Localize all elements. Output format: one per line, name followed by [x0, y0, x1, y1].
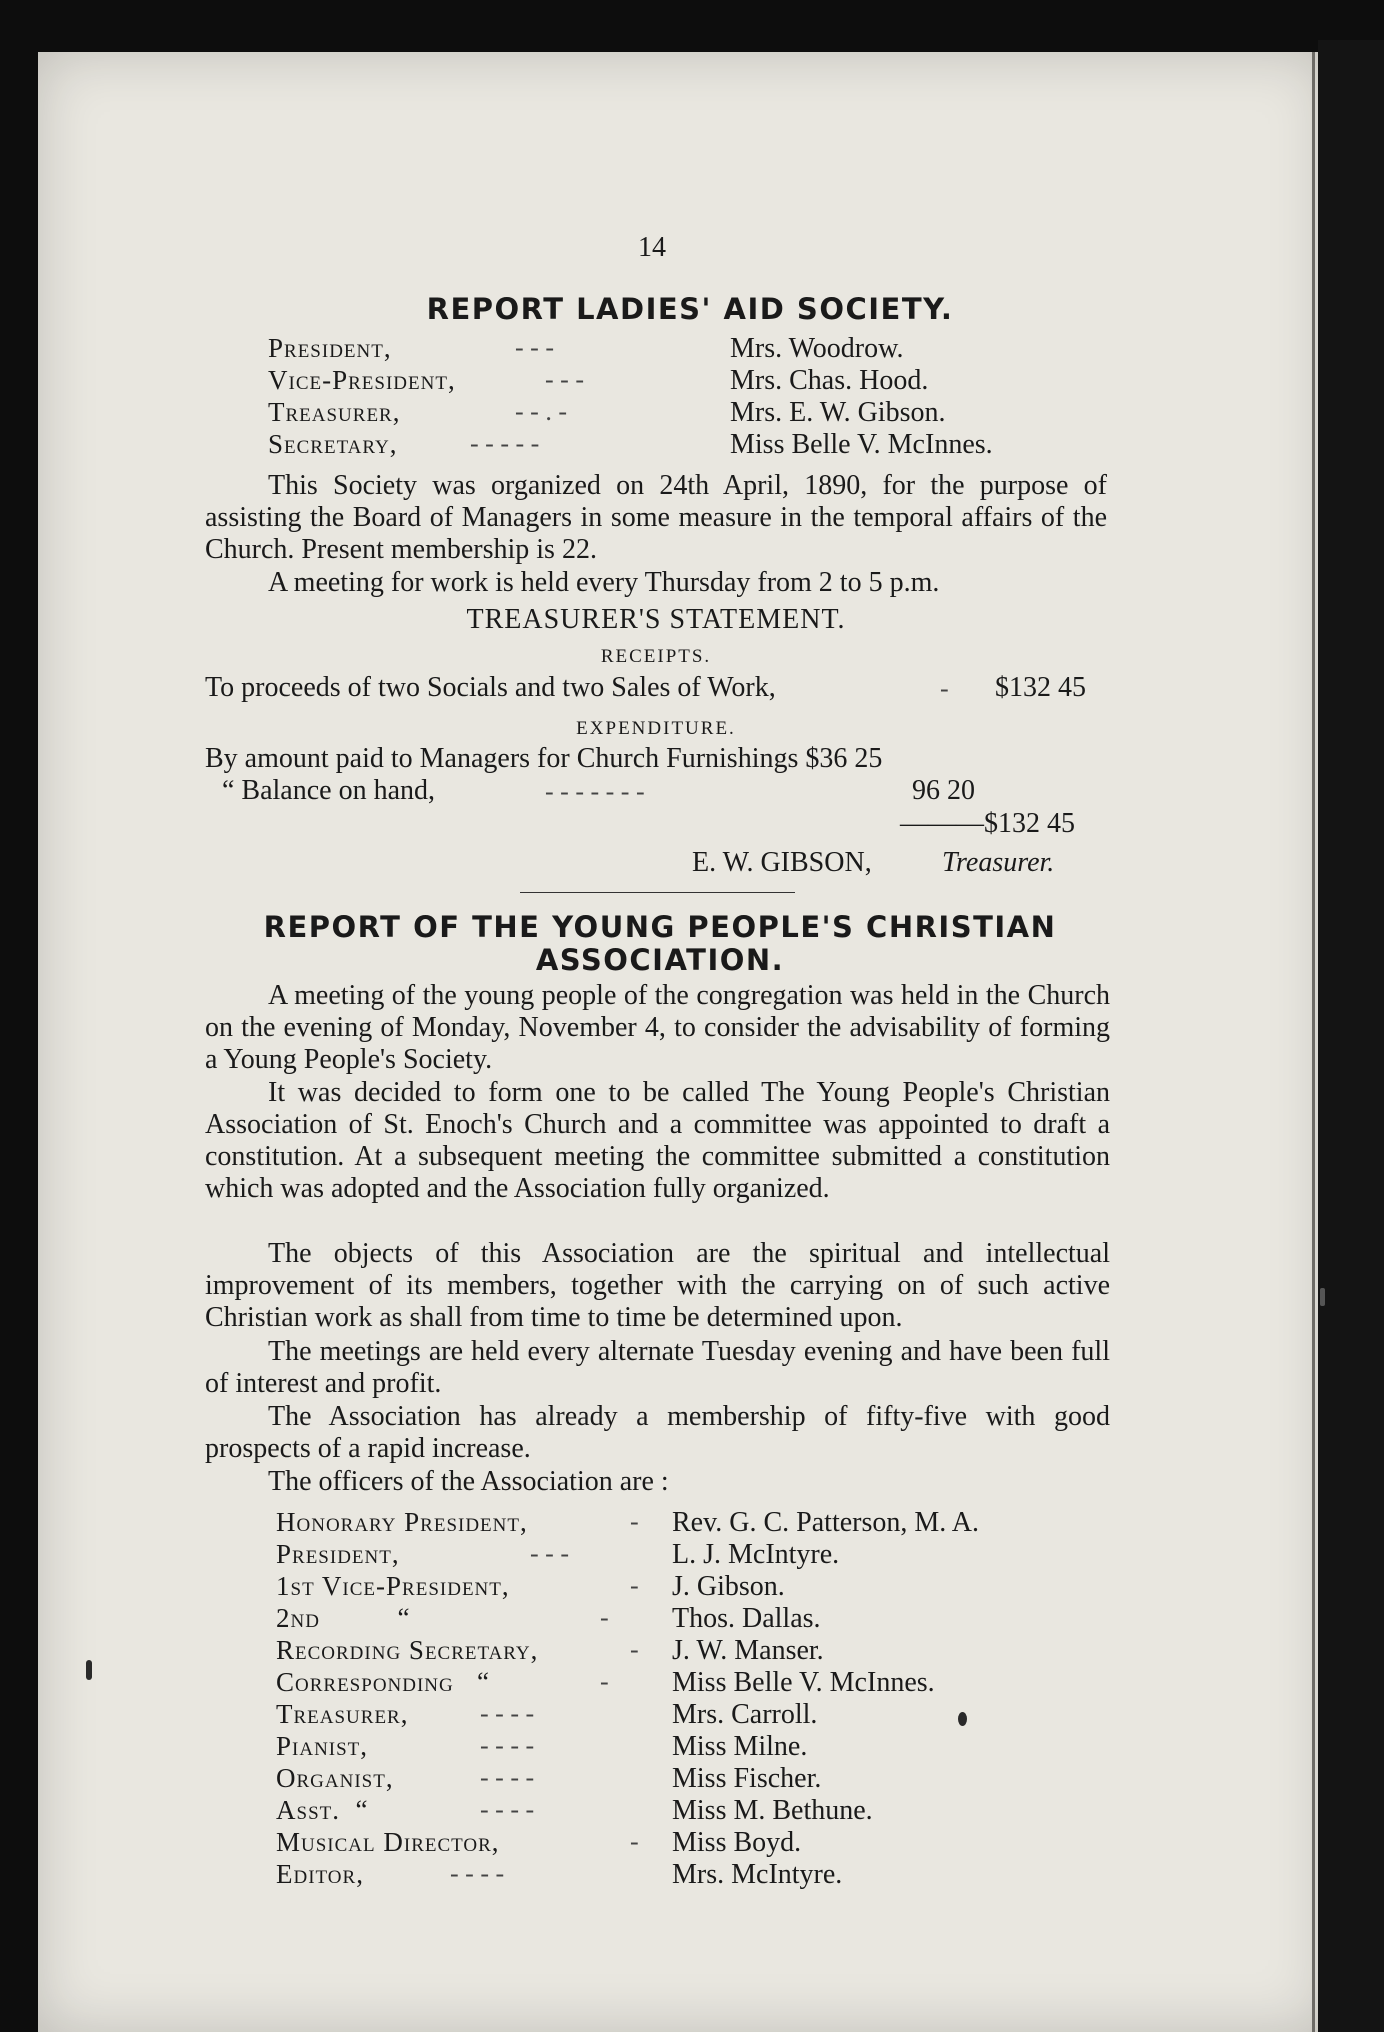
scan-speck	[86, 1660, 92, 1680]
expenditure-line-2-dash: - - - - - - -	[545, 777, 645, 806]
officer-dash: -	[630, 1635, 639, 1664]
signature-title: Treasurer.	[942, 847, 1055, 878]
receipt-line: To proceeds of two Socials and two Sales of Work,	[205, 672, 776, 703]
officer-role: Pianist,	[276, 1731, 369, 1761]
officer-name: Mrs. Woodrow.	[730, 333, 904, 364]
officer-name: J. Gibson.	[672, 1571, 785, 1602]
officer-role: Treasurer,	[268, 397, 401, 427]
officer-name: Miss Belle V. McInnes.	[672, 1667, 935, 1698]
receipt-amount: $132 45	[995, 672, 1086, 703]
officer-role: Corresponding “	[276, 1667, 490, 1697]
officer-role: Treasurer,	[276, 1699, 409, 1729]
officer-name: Mrs. E. W. Gibson.	[730, 397, 946, 428]
officer-role: President,	[276, 1539, 400, 1569]
officer-role: President,	[268, 333, 392, 363]
scan-speck	[1320, 1288, 1325, 1306]
officer-dash: - - - -	[480, 1731, 535, 1760]
ypca-paragraph-6: The officers of the Association are :	[268, 1466, 669, 1497]
ypca-paragraph-4: The meetings are held every alternate Tuesday evening and have been full of interest and profit.	[205, 1336, 1110, 1399]
scan-speck	[958, 1712, 967, 1726]
officer-dash: - - -	[530, 1539, 569, 1568]
ypca-paragraph-3: The objects of this Association are the spiritual and intellectual improvement of its members, together with the carrying on of such active Christian work as shall from time to time be determined upon.	[205, 1238, 1110, 1333]
officer-role: Editor,	[276, 1859, 364, 1889]
officer-name: J. W. Manser.	[672, 1635, 824, 1666]
page-number: 14	[638, 232, 666, 263]
ypca-paragraph-5: The Association has already a membership of fifty-five with good prospects of a rapid increase.	[205, 1401, 1110, 1464]
officer-dash: -	[630, 1827, 639, 1856]
officer-dash: - - - -	[450, 1859, 505, 1888]
treasurer-statement-title: TREASURER'S STATEMENT.	[466, 604, 846, 635]
officer-name: Miss Fischer.	[672, 1763, 822, 1794]
receipts-heading: RECEIPTS.	[600, 646, 712, 667]
officer-name: Rev. G. C. Patterson, M. A.	[672, 1507, 979, 1538]
officer-role: Recording Secretary,	[276, 1635, 539, 1665]
officer-name: Miss Boyd.	[672, 1827, 802, 1858]
officer-dash: -	[600, 1667, 609, 1696]
expenditure-line-1: By amount paid to Managers for Church Furnishings $36 25	[205, 743, 883, 774]
officer-dash: - - -	[515, 333, 554, 362]
expenditure-total: ———$132 45	[900, 808, 1075, 839]
officer-name: Mrs. Chas. Hood.	[730, 365, 929, 396]
expenditure-heading: EXPENDITURE.	[576, 718, 736, 739]
officer-role: Musical Director,	[276, 1827, 500, 1857]
officer-name: Miss M. Bethune.	[672, 1795, 873, 1826]
officer-role: Organist,	[276, 1763, 394, 1793]
officer-dash: - - - - -	[470, 429, 540, 458]
ladies-paragraph-2: A meeting for work is held every Thursday from 2 to 5 p.m.	[268, 567, 940, 598]
ypca-paragraph-2: It was decided to form one to be called The Young People's Christian Association of St. Enoch's Church and a committee was appointed to draft a constitution. At a subsequent meeting the committee submitted a constitution which was adopted and the Association fully organized.	[205, 1077, 1110, 1204]
officer-dash: - - - -	[480, 1763, 535, 1792]
officer-name: L. J. McIntyre.	[672, 1539, 840, 1570]
ladies-paragraph-1: This Society was organized on 24th April, 1890, for the purpose of assisting the Board of Managers in some measure in the temporal affairs of the Church. Present membership is 22.	[205, 470, 1107, 565]
officer-role: 2nd “	[276, 1603, 411, 1633]
officer-name: Miss Milne.	[672, 1731, 808, 1762]
receipt-dash: -	[940, 674, 949, 703]
ladies-aid-title: REPORT LADIES' AID SOCIETY.	[426, 292, 954, 326]
expenditure-line-2-label: “ Balance on hand,	[222, 775, 436, 806]
officer-dash: - - - -	[480, 1795, 535, 1824]
officer-role: Secretary,	[268, 429, 398, 459]
officer-name: Mrs. McIntyre.	[672, 1859, 843, 1890]
officer-name: Mrs. Carroll.	[672, 1699, 818, 1730]
ypca-title-line-2: ASSOCIATION.	[535, 943, 785, 977]
section-divider	[520, 892, 795, 893]
officer-dash: - - -	[545, 365, 584, 394]
officer-role: Vice-President,	[268, 365, 456, 395]
ypca-title-line-1: REPORT OF THE YOUNG PEOPLE'S CHRISTIAN	[263, 910, 1057, 944]
officer-name: Thos. Dallas.	[672, 1603, 821, 1634]
officer-role: Asst. “	[276, 1795, 369, 1825]
officer-dash: - - . -	[515, 397, 567, 426]
ypca-paragraph-1: A meeting of the young people of the congregation was held in the Church on the evening of Monday, November 4, to consider the advisability of forming a Young People's Society.	[205, 980, 1110, 1075]
officer-dash: -	[600, 1603, 609, 1632]
officer-name: Miss Belle V. McInnes.	[730, 429, 993, 460]
officer-role: Honorary President,	[276, 1507, 528, 1537]
signature-name: E. W. GIBSON,	[692, 847, 872, 878]
officer-dash: -	[630, 1507, 639, 1536]
expenditure-line-2-amount: 96 20	[912, 775, 975, 806]
officer-role: 1st Vice-President,	[276, 1571, 510, 1601]
officer-dash: -	[630, 1571, 639, 1600]
officer-dash: - - - -	[480, 1699, 535, 1728]
